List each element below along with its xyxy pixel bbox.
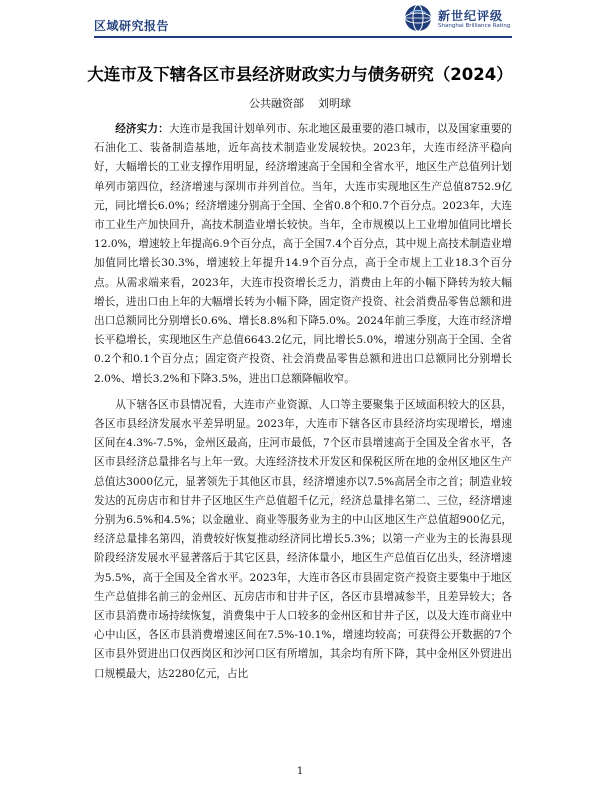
globe-emblem-icon — [404, 4, 432, 32]
watermark: 新世纪评级 — [246, 480, 356, 555]
report-category-label: 区域研究报告 — [94, 19, 170, 33]
brand-name-en: Shanghai Brilliance Rating — [438, 23, 511, 29]
document-title: 大连市及下辖各区市县经济财政实力与债务研究（2024） — [87, 65, 513, 84]
brand-name-cn: 新世纪评级 — [438, 9, 504, 23]
paragraph-text: 从下辖各区市县情况看，大连市产业资源、人口等主要聚集于区域面积较大的区县，各区市县经济发展水平差异明显。2023年，大连市下辖各区市县经济均实现增长，增速区间在4.3%-7.5%，金州区最高，庄河市最低，7个区市县增速高于全国及全省水平，各区市县经济总量排名与上年一致。大连经济技术开发区和保税区所在地的金州区地区生产总值达3000亿元，显著领先于其他区市县，经济增速亦以7.5%高居全市之首；制造业较发达的瓦房店市和甘井子区地区生产总值超千亿元，经济总量排名第二、三位，经济增速分别为6.5%和4.5%；以金融业、商业等服务业为主的中山区地区生产总值超900亿元，经济总量排名第四，消费较好恢复推动经济同比增长5.3%；以第一产业为主的长海县现阶段经济发展水平显著落后于其它区县，经济体量小，地区生产总值百亿出头，经济增速为5.5%，高于全国及全省水平。2023年，大连市各区市县固定资产投资主要集中于地区生产总值排名前三的金州区、瓦房店市和甘井子区，各区市县增减参半，且差异较大；各区市县消费市场持续恢复，消费集中于人口较多的金州区和甘井子区，以及大连市商业中心中山区，各区市县消费增速区间在7.5%-10.1%，增速均较高；可获得公开数据的7个区市县外贸进出口仅西岗区和沙河口区有所增加，其余均有所下降，其中金州区外贸进出口规模最大，达2280亿元，占比 — [94, 398, 512, 680]
header-divider — [94, 36, 512, 38]
paragraph-economic-strength — [94, 120, 512, 389]
page-number: 1 — [296, 766, 304, 777]
author-byline: 公共融资部 刘明球 — [249, 97, 351, 110]
document-body — [94, 120, 512, 684]
brand-logo — [404, 4, 514, 34]
page-header — [0, 0, 600, 42]
paragraph-lead: 经济实力： — [115, 123, 169, 135]
paragraph-districts — [94, 396, 512, 684]
paragraph-text: 大连市是我国计划单列市、东北地区最重要的港口城市，以及国家重要的石油化工、装备制造基地，近年高技术制造业发展较快。2023年，大连市经济平稳向好，大幅增长的工业支撑作用明显，经济增速高于全国和全省水平，地区生产总值列计划单列市第四位，经济增速与深圳市并列首位。当年，大连市实现地区生产总值8752.9亿元，同比增长6.0%；经济增速分别高于全国、全省0.8个和0.7个百分点。2023年，大连市工业生产加快回升，高技术制造业增长较快。当年，全市规模以上工业增加值同比增长12.0%，增速较上年提高6.9个百分点，高于全国7.4个百分点，其中规上高技术制造业增加值同比增长30.3%，增速较上年提升14.9个百分点，高于全市规上工业18.3个百分点。从需求端来看，2023年，大连市投资增长乏力，消费由上年的小幅下降转为较大幅增长，进出口由上年的大幅增长转为小幅下降，固定资产投资、社会消费品零售总额和进出口总额同比分别增长0.6%、增长8.8%和下降5.0%。2024年前三季度，大连市经济增长平稳增长，实现地区生产总值6643.2亿元，同比增长5.0%，增速分别高于全国、全省0.2个和0.1个百分点；固定资产投资、社会消费品零售总额和进出口总额同比分别增长2.0%、增长3.2%和下降3.5%，进出口总额降幅收窄。 — [94, 123, 513, 385]
